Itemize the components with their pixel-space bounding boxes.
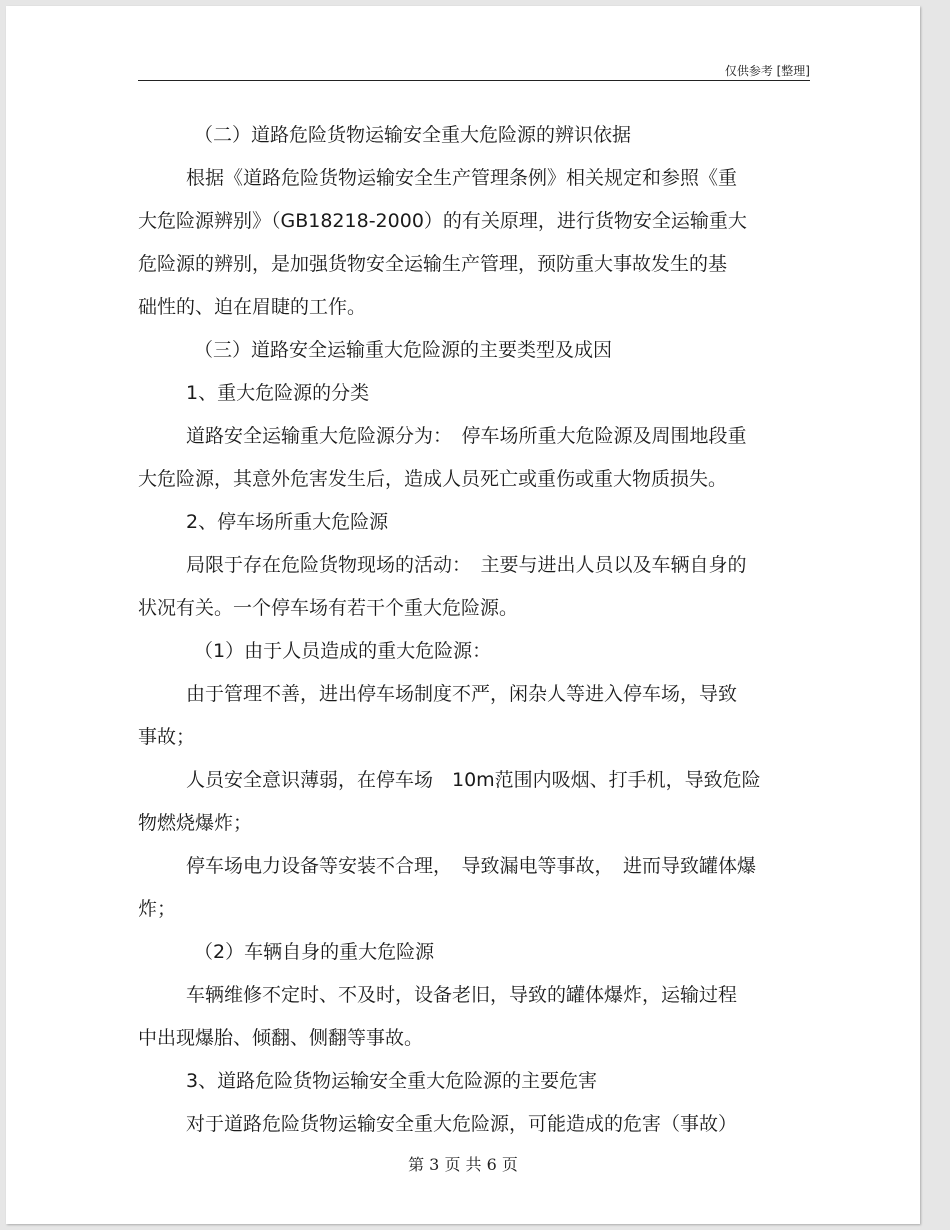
paragraph-line: （2）车辆自身的重大危险源 [194, 941, 435, 963]
paragraph-line: （1）由于人员造成的重大危险源： [194, 640, 492, 662]
page-header: 仅供参考 [整理] [724, 64, 810, 78]
paragraph-line: 1、重大危险源的分类 [186, 382, 370, 404]
paragraph-line: 物燃烧爆炸； [138, 812, 253, 834]
paragraph-line: 由于管理不善，进出停车场制度不严，闲杂人等进入停车场，导致 [186, 683, 738, 705]
paragraph-line: 道路安全运输重大危险源分为： 停车场所重大危险源及周围地段重 [186, 425, 747, 447]
paragraph-line: （三）道路安全运输重大危险源的主要类型及成因 [194, 339, 613, 361]
paragraph-line: 大危险源辨别》（GB18218-2000）的有关原理，进行货物安全运输重大 [138, 210, 747, 232]
paragraph-line: 事故； [138, 726, 196, 748]
header-divider [138, 80, 810, 81]
document-page [6, 6, 920, 1224]
paragraph-line: 3、道路危险货物运输安全重大危险源的主要危害 [186, 1070, 598, 1092]
paragraph-line: 停车场电力设备等安装不合理， 导致漏电等事故， 进而导致罐体爆 [186, 855, 757, 877]
paragraph-line: 础性的、迫在眉睫的工作。 [138, 296, 367, 318]
paragraph-line: 危险源的辨别，是加强货物安全运输生产管理，预防重大事故发生的基 [138, 253, 728, 275]
paragraph-line: 2、停车场所重大危险源 [186, 511, 389, 533]
paragraph-line: 中出现爆胎、倾翻、侧翻等事故。 [138, 1027, 424, 1049]
page-footer: 第 3 页 共 6 页 [408, 1155, 518, 1174]
document-body [138, 114, 810, 1146]
paragraph-line: 对于道路危险货物运输安全重大危险源，可能造成的危害（事故） [186, 1113, 738, 1135]
paragraph-line: 车辆维修不定时、不及时，设备老旧，导致的罐体爆炸，运输过程 [186, 984, 738, 1006]
paragraph-line: 大危险源，其意外危害发生后，造成人员死亡或重伤或重大物质损失。 [138, 468, 728, 490]
paragraph-line: 炸； [138, 898, 177, 920]
paragraph-line: 状况有关。一个停车场有若干个重大危险源。 [138, 597, 519, 619]
paragraph-line: 根据《道路危险货物运输安全生产管理条例》相关规定和参照《重 [186, 167, 738, 189]
paragraph-line: 人员安全意识薄弱，在停车场 10m范围内吸烟、打手机，导致危险 [186, 769, 761, 791]
paragraph-line: 局限于存在危险货物现场的活动： 主要与进出人员以及车辆自身的 [186, 554, 747, 576]
paragraph-line: （二）道路危险货物运输安全重大危险源的辨识依据 [194, 124, 632, 146]
